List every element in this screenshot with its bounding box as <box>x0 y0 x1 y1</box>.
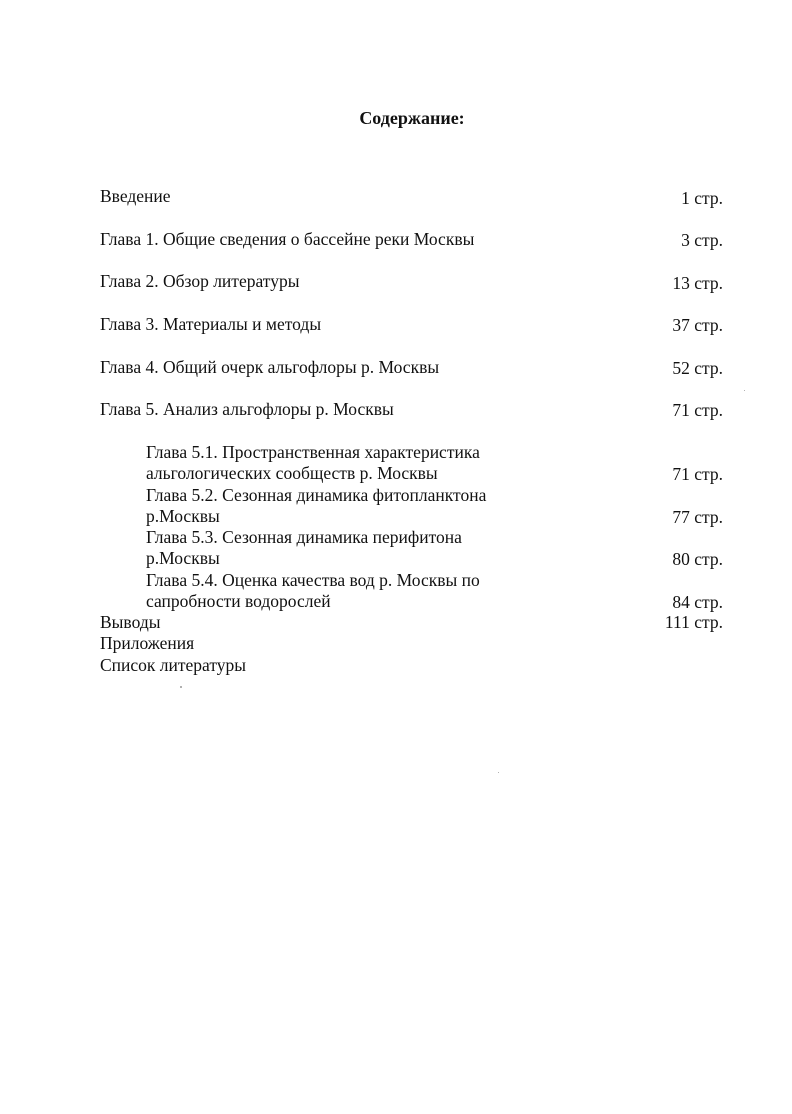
scan-speck <box>498 772 499 773</box>
toc-subentry-line2: р.Москвы <box>146 506 220 526</box>
toc-entry-label: Глава 2. Обзор литературы <box>100 271 300 291</box>
toc-entry-label: Глава 3. Материалы и методы <box>100 314 322 334</box>
toc-subentry-line1: Глава 5.2. Сезонная динамика фитопланктона <box>146 485 487 505</box>
toc-entry-label: Список литературы <box>100 655 247 675</box>
toc-entry-page: 52 стр. <box>672 358 723 378</box>
toc-entry-label: Введение <box>100 186 171 206</box>
toc-entry-page: 1 стр. <box>681 188 723 208</box>
toc-entry-label: Приложения <box>100 633 195 653</box>
toc-entry-page: 13 стр. <box>672 273 723 293</box>
toc-subentry-line1: Глава 5.4. Оценка качества вод р. Москвы по <box>146 570 480 590</box>
toc-subentry-line1: Глава 5.1. Пространственная характеристика <box>146 442 480 462</box>
toc-entry-page: 37 стр. <box>672 315 723 335</box>
toc-subentry-page: 77 стр. <box>672 507 723 527</box>
toc-entry-page: 71 стр. <box>672 400 723 420</box>
toc-entry-page: 3 стр. <box>681 230 723 250</box>
toc-subentry-line2: сапробности водорослей <box>146 591 331 611</box>
toc-entry-label: Глава 1. Общие сведения о бассейне реки Москвы <box>100 229 475 249</box>
scan-speck <box>180 686 182 688</box>
toc-subentry-line2: альгологических сообществ р. Москвы <box>146 463 438 483</box>
toc-entry-label: Глава 5. Анализ альгофлоры р. Москвы <box>100 399 394 419</box>
toc-subentry-line1: Глава 5.3. Сезонная динамика перифитона <box>146 527 462 547</box>
scan-speck <box>744 390 745 391</box>
toc-subentry-page: 80 стр. <box>672 549 723 569</box>
toc-entry-label: Выводы <box>100 612 161 632</box>
page-title: Содержание: <box>359 108 465 128</box>
toc-subentry-line2: р.Москвы <box>146 548 220 568</box>
toc-subentry-page: 84 стр. <box>672 592 723 612</box>
toc-subentry-page: 71 стр. <box>672 464 723 484</box>
toc-entry-label: Глава 4. Общий очерк альгофлоры р. Москвы <box>100 357 440 377</box>
toc-entry-page: 111 стр. <box>664 612 723 632</box>
